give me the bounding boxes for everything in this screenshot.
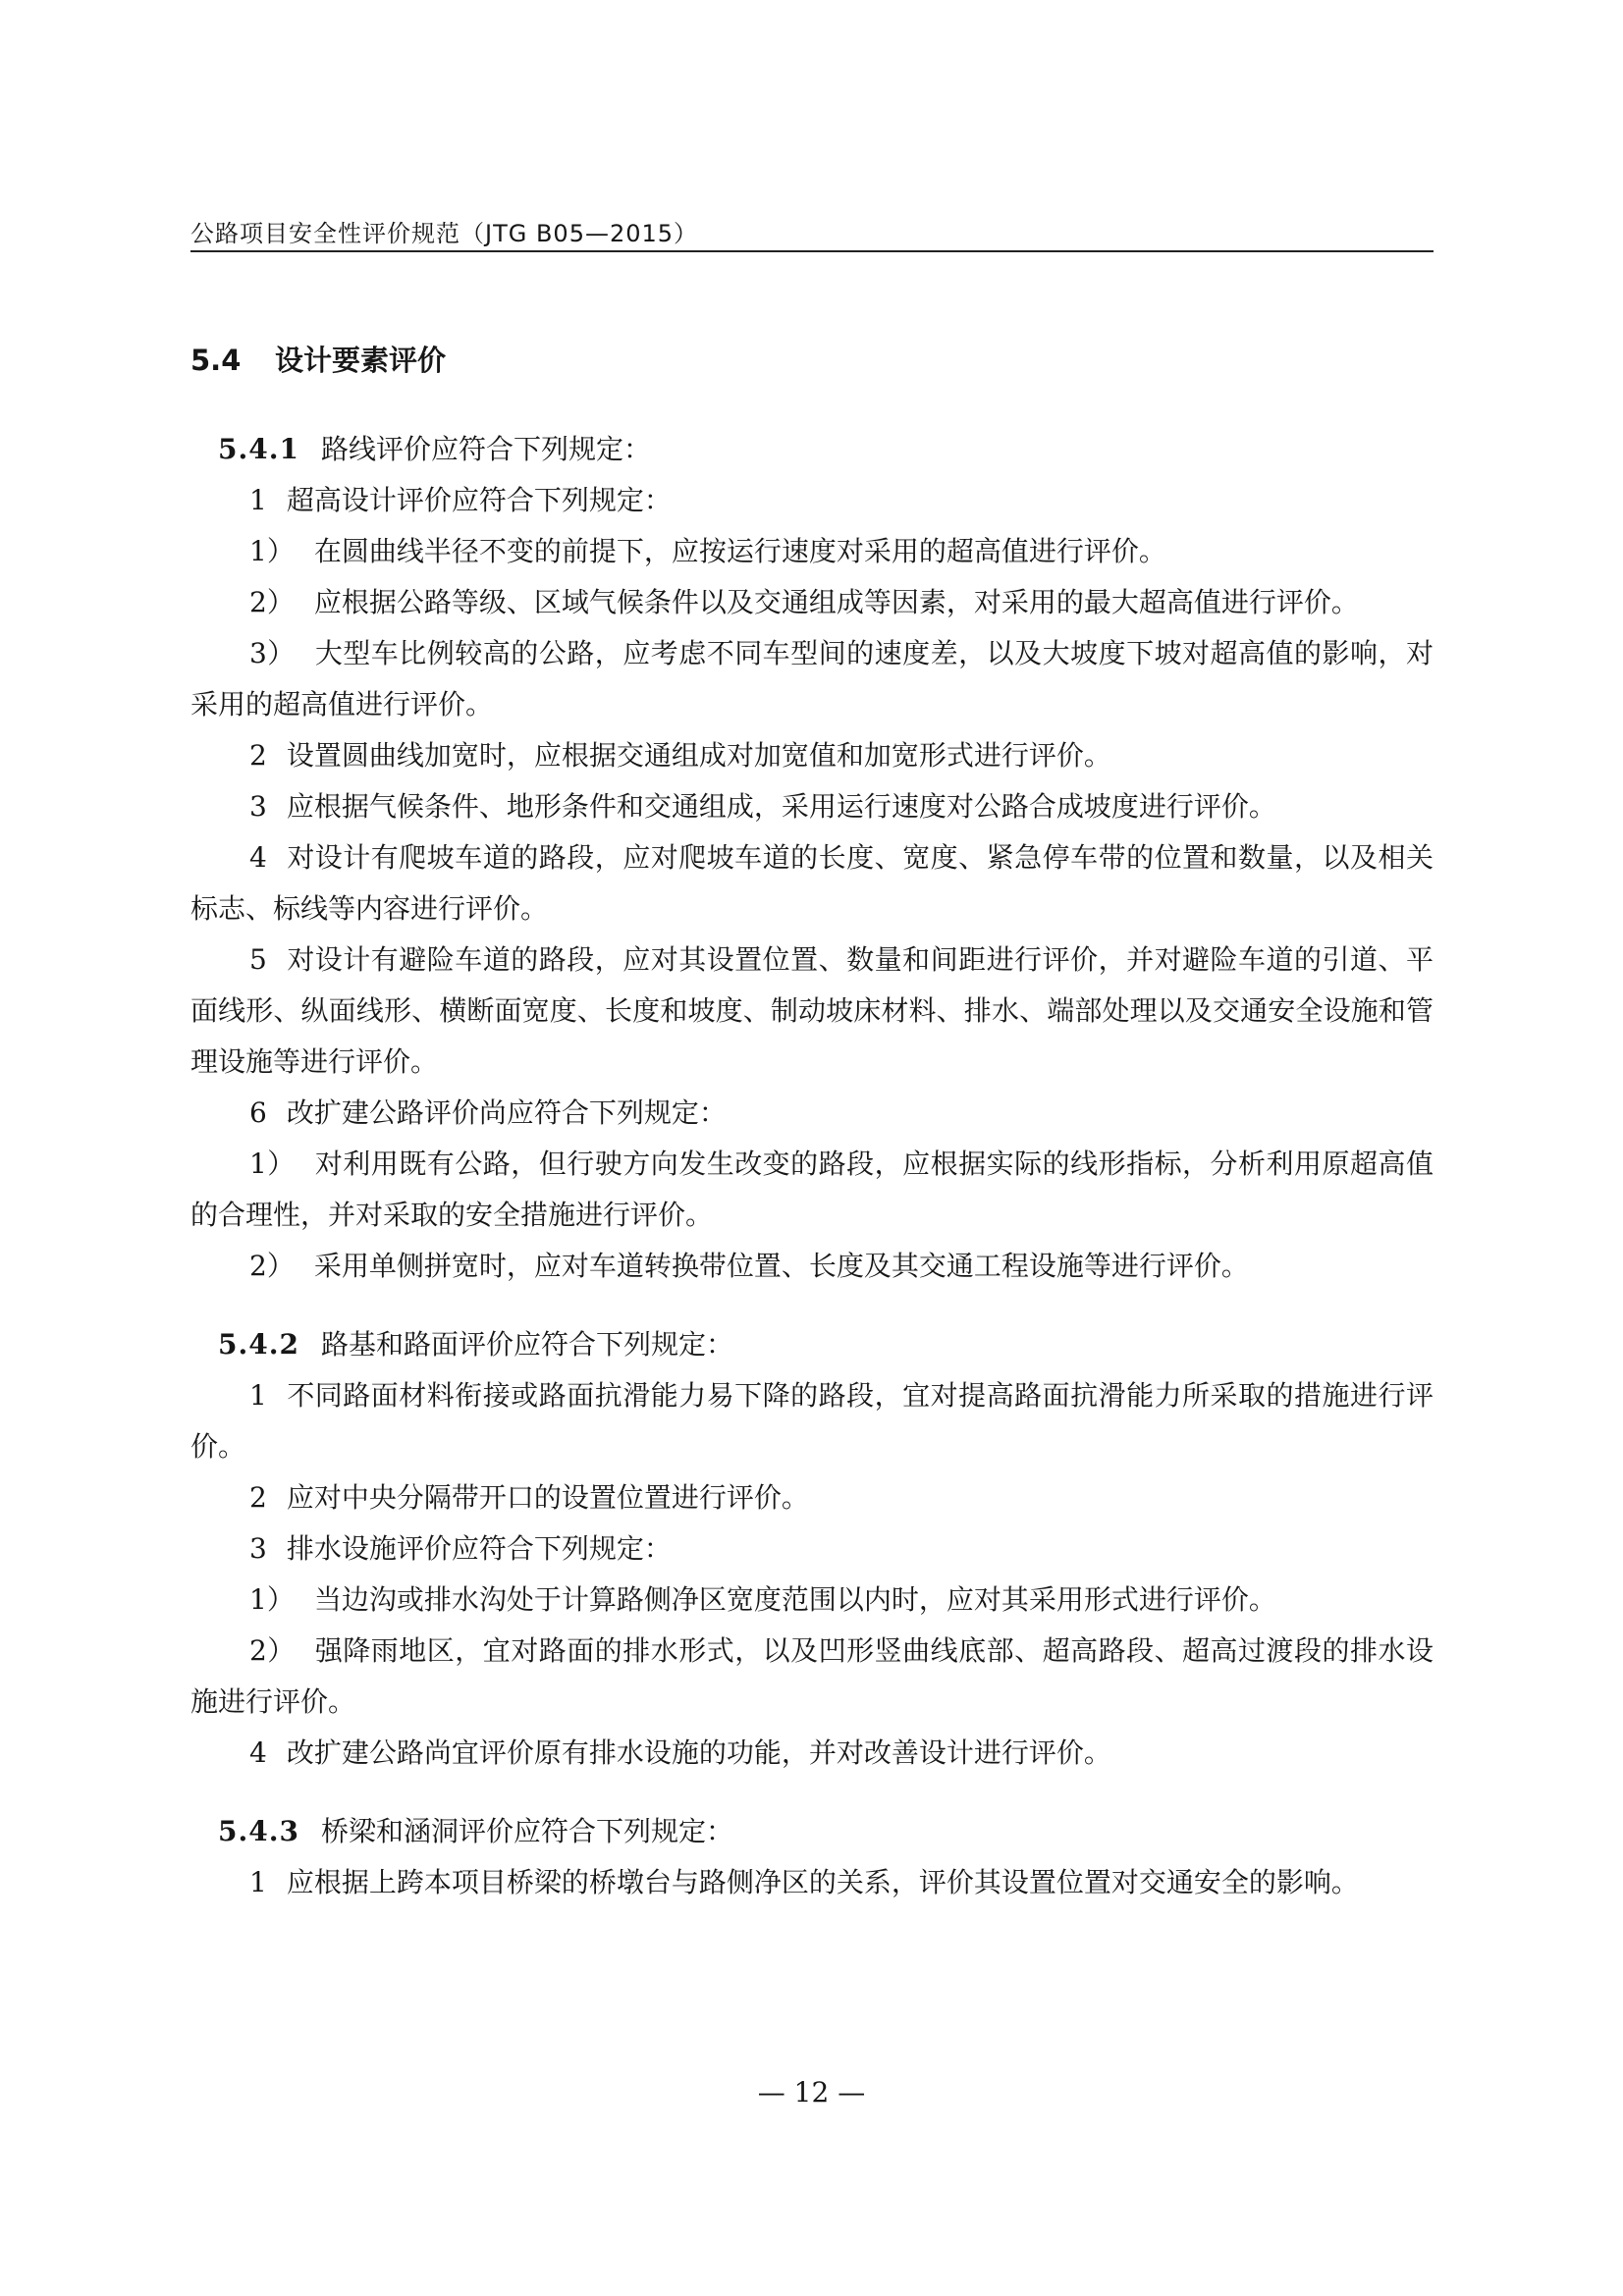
item-number: 2） bbox=[249, 1250, 295, 1282]
item-number: 3） bbox=[249, 637, 296, 669]
item-number: 1 bbox=[249, 1866, 267, 1898]
clause-5-4-2 bbox=[190, 1319, 1434, 1779]
clause-item bbox=[190, 475, 1434, 526]
clause-title: 路基和路面评价应符合下列规定： bbox=[320, 1328, 733, 1361]
clause-item bbox=[190, 1857, 1434, 1908]
section-number: 5.4 bbox=[190, 344, 242, 377]
clause-item bbox=[190, 526, 1434, 577]
item-number: 4 bbox=[249, 1736, 267, 1769]
item-number: 6 bbox=[249, 1096, 267, 1129]
clause-heading bbox=[190, 424, 1434, 475]
item-text: 设置圆曲线加宽时，应根据交通组成对加宽值和加宽形式进行评价。 bbox=[286, 739, 1111, 772]
item-text: 应根据公路等级、区域气候条件以及交通组成等因素，对采用的最大超高值进行评价。 bbox=[313, 586, 1359, 618]
clause-item bbox=[190, 577, 1434, 628]
document-body bbox=[190, 424, 1434, 1908]
clause-item bbox=[190, 1472, 1434, 1523]
item-number: 2 bbox=[249, 1481, 267, 1514]
clause-number: 5.4.2 bbox=[218, 1328, 299, 1361]
item-number: 2） bbox=[249, 1634, 296, 1667]
item-text: 对设计有爬坡车道的路段，应对爬坡车道的长度、宽度、紧急停车带的位置和数量，以及相关标志、标线等内容进行评价。 bbox=[190, 841, 1434, 925]
clause-item bbox=[190, 628, 1434, 730]
item-number: 3 bbox=[249, 790, 267, 823]
clause-item bbox=[190, 832, 1434, 934]
item-number: 1 bbox=[249, 484, 267, 516]
clause-item bbox=[190, 1523, 1434, 1575]
clause-item bbox=[190, 730, 1434, 781]
running-header: 公路项目安全性评价规范（JTG B05—2015） bbox=[190, 220, 699, 247]
clause-item bbox=[190, 781, 1434, 832]
clause-item bbox=[190, 1139, 1434, 1241]
section-title: 设计要素评价 bbox=[275, 344, 447, 377]
clause-heading bbox=[190, 1806, 1434, 1857]
item-text: 应对中央分隔带开口的设置位置进行评价。 bbox=[286, 1481, 809, 1514]
item-text: 当边沟或排水沟处于计算路侧净区宽度范围以内时，应对其采用形式进行评价。 bbox=[313, 1583, 1276, 1616]
item-text: 应根据气候条件、地形条件和交通组成，采用运行速度对公路合成坡度进行评价。 bbox=[286, 790, 1276, 823]
item-number: 1 bbox=[249, 1379, 267, 1412]
clause-title: 路线评价应符合下列规定： bbox=[320, 433, 651, 465]
item-text: 超高设计评价应符合下列规定： bbox=[286, 484, 672, 516]
clause-item bbox=[190, 1241, 1434, 1292]
item-text: 排水设施评价应符合下列规定： bbox=[286, 1532, 672, 1565]
section-heading bbox=[190, 339, 446, 379]
clause-item bbox=[190, 1626, 1434, 1728]
clause-title: 桥梁和涵洞评价应符合下列规定： bbox=[320, 1815, 733, 1847]
clause-5-4-3 bbox=[190, 1806, 1434, 1908]
item-number: 3 bbox=[249, 1532, 267, 1565]
item-text: 采用单侧拼宽时，应对车道转换带位置、长度及其交通工程设施等进行评价。 bbox=[313, 1250, 1249, 1282]
clause-item bbox=[190, 934, 1434, 1088]
clause-item bbox=[190, 1728, 1434, 1779]
item-text: 改扩建公路尚宜评价原有排水设施的功能，并对改善设计进行评价。 bbox=[286, 1736, 1111, 1769]
item-text: 不同路面材料衔接或路面抗滑能力易下降的路段，宜对提高路面抗滑能力所采取的措施进行评价。 bbox=[190, 1379, 1434, 1463]
page-number: — 12 — bbox=[757, 2076, 866, 2109]
item-text: 应根据上跨本项目桥梁的桥墩台与路侧净区的关系，评价其设置位置对交通安全的影响。 bbox=[286, 1866, 1359, 1898]
item-text: 改扩建公路评价尚应符合下列规定： bbox=[286, 1096, 727, 1129]
item-number: 5 bbox=[249, 943, 267, 976]
clause-5-4-1 bbox=[190, 424, 1434, 1292]
item-text: 强降雨地区，宜对路面的排水形式，以及凹形竖曲线底部、超高路段、超高过渡段的排水设施进行评价。 bbox=[190, 1634, 1434, 1718]
item-text: 大型车比例较高的公路，应考虑不同车型间的速度差，以及大坡度下坡对超高值的影响，对采用的超高值进行评价。 bbox=[190, 637, 1434, 721]
clause-item bbox=[190, 1370, 1434, 1472]
item-number: 4 bbox=[249, 841, 267, 874]
item-text: 在圆曲线半径不变的前提下，应按运行速度对采用的超高值进行评价。 bbox=[313, 535, 1166, 567]
clause-item bbox=[190, 1088, 1434, 1139]
item-text: 对设计有避险车道的路段，应对其设置位置、数量和间距进行评价，并对避险车道的引道、平面线形、纵面线形、横断面宽度、长度和坡度、制动坡床材料、排水、端部处理以及交通安全设施和管理设施等进行评价。 bbox=[190, 943, 1434, 1078]
header-rule bbox=[190, 250, 1434, 252]
clause-heading bbox=[190, 1319, 1434, 1370]
clause-number: 5.4.1 bbox=[218, 433, 299, 465]
item-text: 对利用既有公路，但行驶方向发生改变的路段，应根据实际的线形指标，分析利用原超高值的合理性，并对采取的安全措施进行评价。 bbox=[190, 1148, 1434, 1231]
clause-item bbox=[190, 1575, 1434, 1626]
item-number: 2） bbox=[249, 586, 295, 618]
item-number: 2 bbox=[249, 739, 267, 772]
clause-number: 5.4.3 bbox=[218, 1815, 299, 1847]
item-number: 1） bbox=[249, 1583, 295, 1616]
item-number: 1） bbox=[249, 1148, 296, 1180]
item-number: 1） bbox=[249, 535, 295, 567]
